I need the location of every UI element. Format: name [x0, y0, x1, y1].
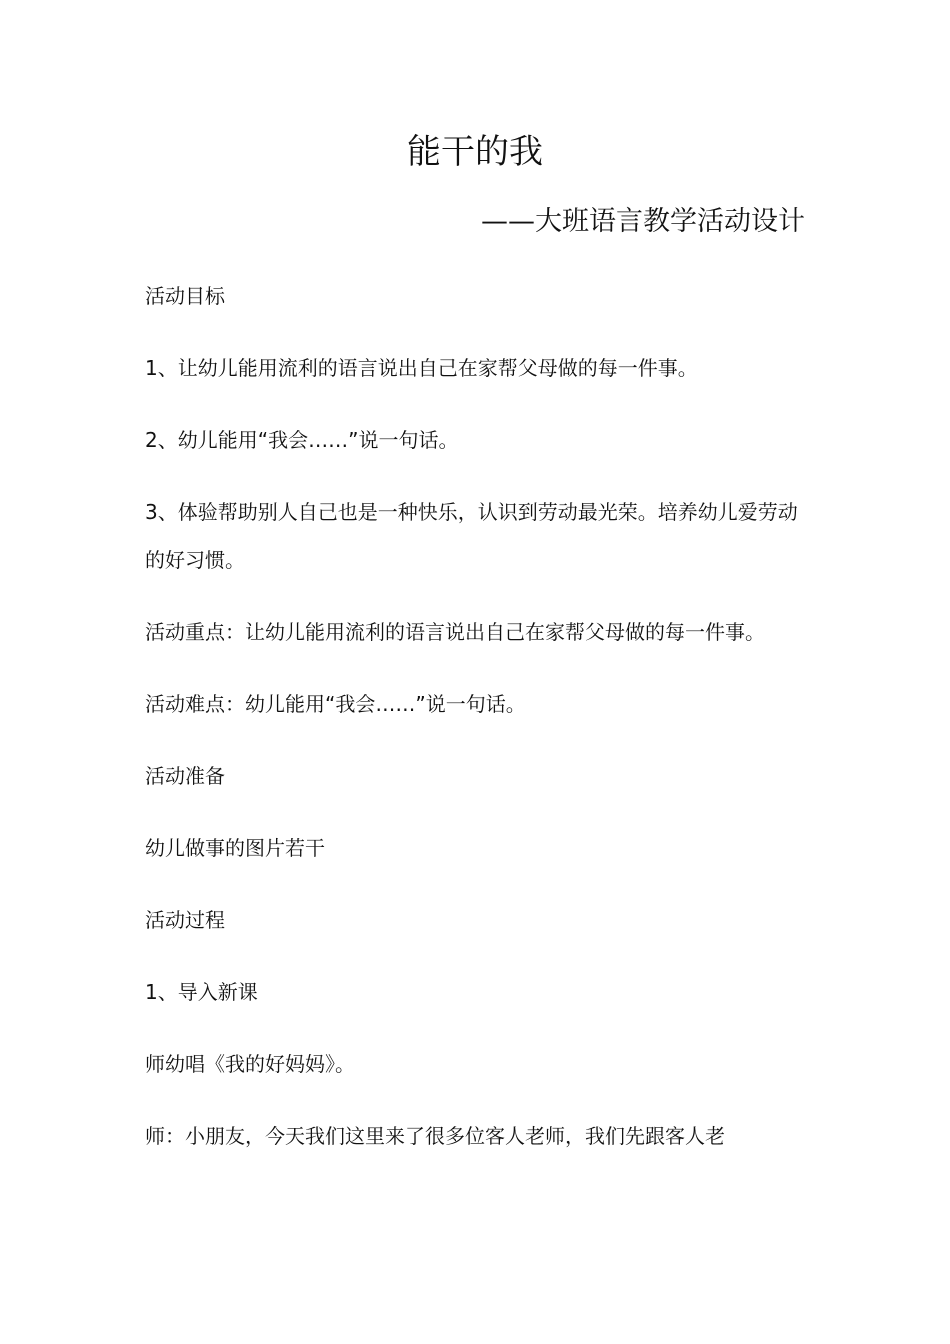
section-heading-process: 活动过程 — [145, 908, 225, 932]
goal-item-2: 2、幼儿能用“我会……”说一句话。 — [145, 428, 459, 452]
document-subtitle: ——大班语言教学活动设计 — [481, 206, 805, 237]
key-point: 活动重点：让幼儿能用流利的语言说出自己在家帮父母做的每一件事。 — [145, 620, 765, 644]
difficult-point: 活动难点：幼儿能用“我会……”说一句话。 — [145, 692, 526, 716]
section-heading-preparation: 活动准备 — [145, 764, 225, 788]
document-body — [145, 272, 810, 1184]
process-song: 师幼唱《我的好妈妈》。 — [145, 1052, 355, 1076]
goal-item-3: 3、体验帮助别人自己也是一种快乐，认识到劳动最光荣。培养幼儿爱劳动的好习惯。 — [145, 500, 798, 572]
section-heading-goals: 活动目标 — [145, 284, 225, 308]
document-title: 能干的我 — [407, 132, 543, 172]
goal-item-1: 1、让幼儿能用流利的语言说出自己在家帮父母做的每一件事。 — [145, 356, 698, 380]
process-step-1: 1、导入新课 — [145, 980, 258, 1004]
teacher-dialogue: 师：小朋友，今天我们这里来了很多位客人老师，我们先跟客人老 — [145, 1124, 725, 1148]
preparation-item: 幼儿做事的图片若干 — [145, 836, 325, 860]
